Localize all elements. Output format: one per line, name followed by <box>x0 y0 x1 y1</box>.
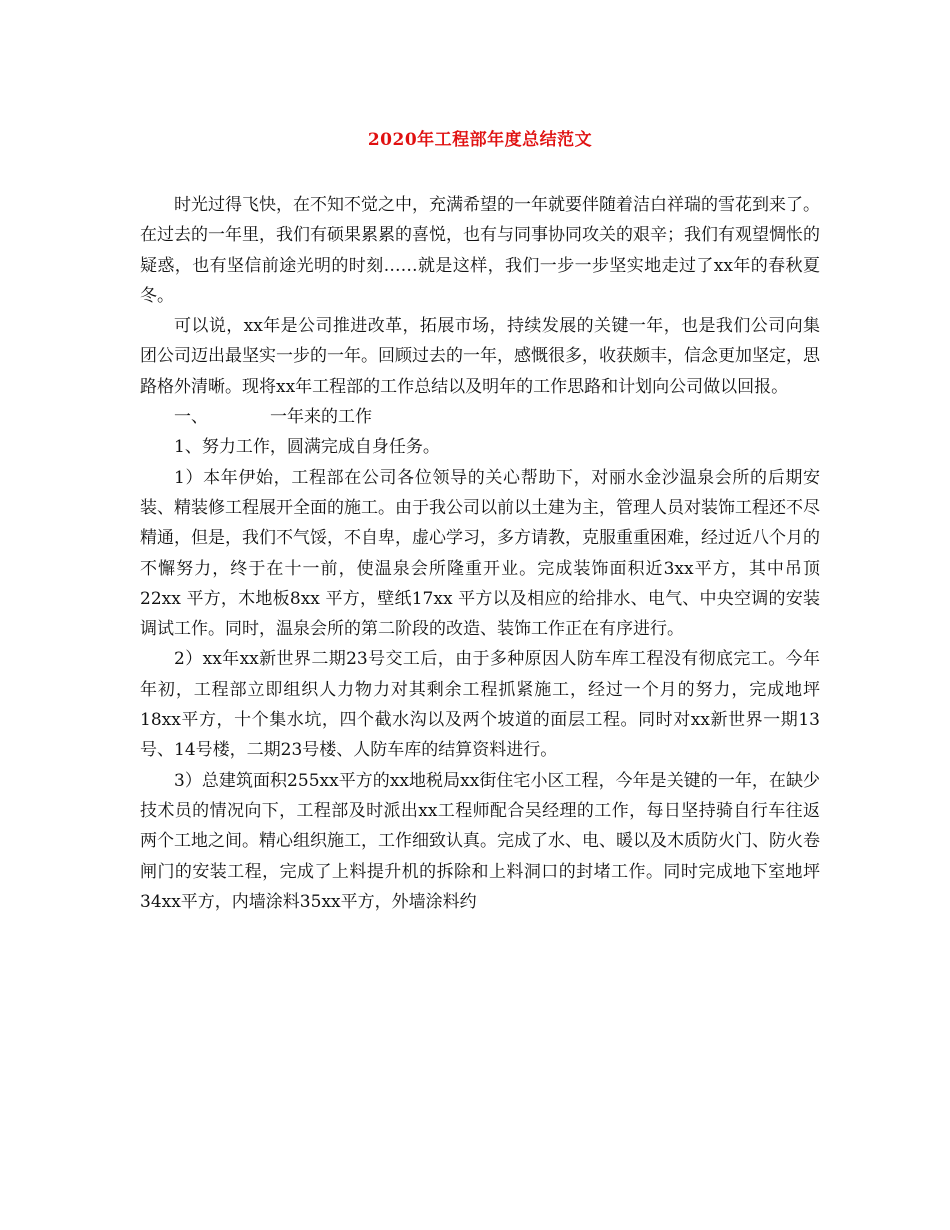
section-title: 一年来的工作 <box>270 407 372 428</box>
section-number: 一、 <box>174 407 208 428</box>
paragraph-overview: 可以说，xx年是公司推进改革，拓展市场，持续发展的关键一年，也是我们公司向集团公司迈出最坚实一步的一年。回顾过去的一年，感慨很多，收获颇丰，信念更加坚定，思路格外清晰。现将xx年工程部的工作总结以及明年的工作思路和计划向公司做以回报。 <box>140 316 820 397</box>
paragraph-item-2: 2）xx年xx新世界二期23号交工后，由于多种原因人防车库工程没有彻底完工。今年年初，工程部立即组织人力物力对其剩余工程抓紧施工，经过一个月的努力，完成地坪18xx平方，十个集水坑，四个截水沟以及两个坡道的面层工程。同时对xx新世界一期13号、14号楼，二期23号楼、人防车库的结算资料进行。 <box>140 649 820 761</box>
document-title: 2020年工程部年度总结范文 <box>367 130 593 150</box>
document-body <box>140 190 820 917</box>
paragraph-item-1: 1）本年伊始，工程部在公司各位领导的关心帮助下，对丽水金沙温泉会所的后期安装、精装修工程展开全面的施工。由于我公司以前以土建为主，管理人员对装饰工程还不尽精通，但是，我们不气馁，不自卑，虚心学习，多方请教，克服重重困难，经过近八个月的不懈努力，终于在十一前，使温泉会所隆重开业。完成装饰面积近3xx平方，其中吊顶 22xx 平方，木地板8xx 平方，壁纸17xx 平方以及相应的给排水、电气、中央空调的安装调试工作。同时，温泉会所的第二阶段的改造、装饰工作正在有序进行。 <box>140 467 820 640</box>
section-heading <box>140 402 820 432</box>
paragraph-item-3: 3）总建筑面积255xx平方的xx地税局xx街住宅小区工程，今年是关键的一年，在缺少技术员的情况向下，工程部及时派出xx工程师配合吴经理的工作，每日坚持骑自行车往返两个工地之间。精心组织施工，工作细致认真。完成了水、电、暖以及木质防火门、防火卷闸门的安装工程，完成了上料提升机的拆除和上料洞口的封堵工作。同时完成地下室地坪34xx平方，内墙涂料35xx平方，外墙涂料约 <box>140 770 820 912</box>
subheading: 1、努力工作，圆满完成自身任务。 <box>174 437 440 458</box>
paragraph-intro: 时光过得飞快，在不知不觉之中，充满希望的一年就要伴随着洁白祥瑞的雪花到来了。在过去的一年里，我们有硕果累累的喜悦，也有与同事协同攻关的艰辛；我们有观望惆怅的疑惑，也有坚信前途光明的时刻……就是这样，我们一步一步坚实地走过了xx年的春秋夏冬。 <box>140 195 820 306</box>
